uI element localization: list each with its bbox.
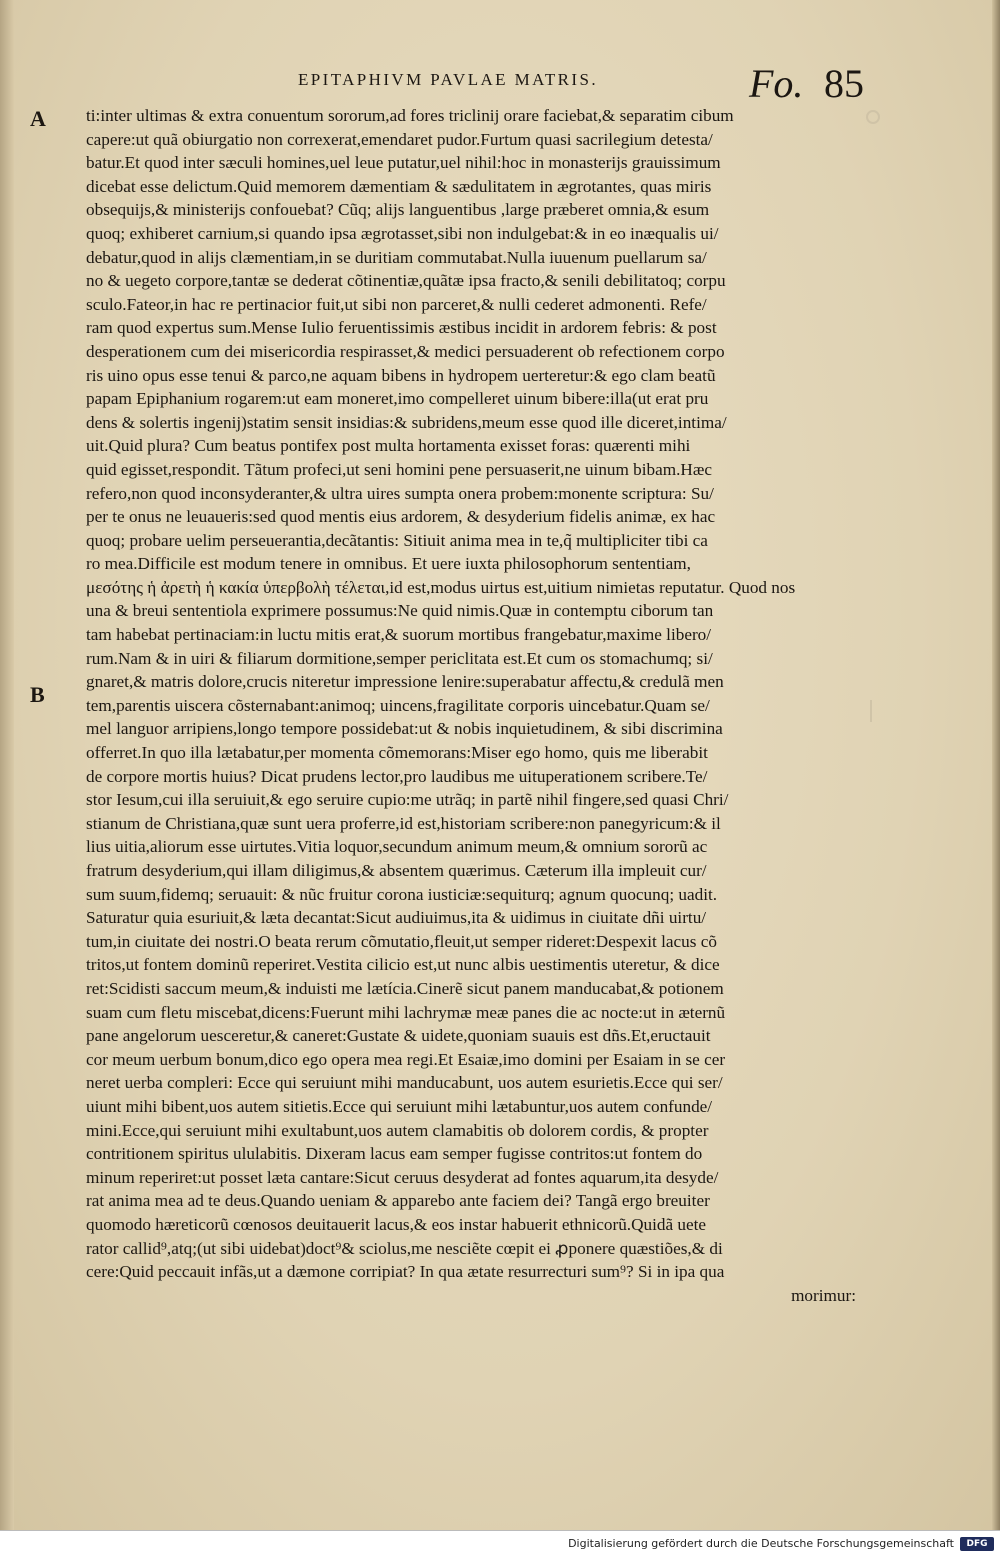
text-line: papam Epiphanium rogarem:ut eam moneret,imo compelleret uinum bibere:illa(ut erat pru xyxy=(86,389,709,409)
text-line: tritos,ut fontem dominũ reperiret.Vestita cilicio est,ut nunc albis uestimentis uteretur, & dice xyxy=(86,955,720,975)
text-line: neret uerba compleri: Ecce qui seruiunt mihi manducabunt, uos autem esurietis.Ecce qui ser/ xyxy=(86,1073,723,1093)
text-line: offerret.In quo illa lætabatur,per momenta cõmemorans:Miser ego homo, quis me liberabit xyxy=(86,743,708,763)
text-line: quoq; probare uelim perseuerantia,decãtantis: Sitiuit anima mea in te,q̃ multipliciter tibi ca xyxy=(86,530,708,550)
text-line: tum,in ciuitate dei nostri.O beata rerum cõmutatio,fleuit,ut semper rideret:Despexit lacus cõ xyxy=(86,931,717,951)
text-line: quomodo hæreticorũ cœnosos deuitauerit lacus,& eos instar habuerit ethnicorũ.Quidã uete xyxy=(86,1214,707,1234)
text-line: una & breui sententiola exprimere possumus:Ne quid nimis.Quæ in contemptu ciborum tan xyxy=(86,601,714,621)
text-line: quoq; exhiberet carnium,si quando ipsa ægrotasset,sibi non indulgebat:& in eo inæqualis ui/ xyxy=(86,223,719,243)
funding-credit: Digitalisierung gefördert durch die Deutsche Forschungsgemeinschaft xyxy=(568,1537,954,1550)
text-line: sculo.Fateor,in hac re pertinacior fuit,ut sibi non parceret,& nulli cederet admonenti. Refe/ xyxy=(86,294,707,314)
text-line: per te onus ne leuaueris:sed quod mentis eius ardorem, & desyderium fidelis animæ, ex hac xyxy=(86,507,716,527)
digitization-footer xyxy=(0,1530,1000,1558)
text-line: sum suum,fidemq; seruauit: & nũc fruitur corona iusticiæ:sequiturq; agnum quocunq; uadit. xyxy=(86,884,718,904)
margin-ring-mark xyxy=(866,110,880,124)
text-line: capere:ut quã obiurgatio non correxerat,emendaret pudor.Furtum quasi sacrilegium detesta/ xyxy=(86,129,713,149)
text-line: uit.Quid plura? Cum beatus pontifex post multa hortamenta exisset foras: quærenti mihi xyxy=(86,436,691,456)
text-line: ram quod expertus sum.Mense Iulio feruentissimis æstibus incidit in ardorem febris: & post xyxy=(86,318,717,338)
text-line: pane angelorum uesceretur,& caneret:Gustate & uidete,quoniam suauis est dñs.Et,eructauit xyxy=(86,1026,711,1046)
margin-letter-b: B xyxy=(30,682,45,707)
text-line: ti:inter ultimas & extra conuentum sororum,ad fores triclinij orare faciebat,& separatim cibum xyxy=(86,106,734,125)
text-line: suam cum fletu miscebat,dicens:Fuerunt mihi lachrymæ meæ panes die ac nocte:ut in æternũ xyxy=(86,1002,726,1022)
text-line: contritionem spiritus ululabitis. Dixeram lacus eam semper fugisse contritos:ut fontem do xyxy=(86,1144,703,1164)
dfg-logo: DFG xyxy=(960,1537,994,1551)
text-line: rat anima mea ad te deus.Quando ueniam & apparebo ante faciem dei? Tangã ergo breuiter xyxy=(86,1191,710,1211)
text-line: cere:Quid peccauit infãs,ut a dæmone corripiat? In qua ætate resurrecturi sum⁹? Si in ipa qua xyxy=(86,1262,725,1282)
folio-number: 85 xyxy=(824,61,864,106)
text-line: fratrum desyderium,qui illam diligimus,& absentem quærimus. Cæterum illa impleuit cur/ xyxy=(86,861,707,880)
body-text xyxy=(86,104,856,1307)
text-line: mini.Ecce,qui seruiunt mihi exultabunt,uos autem clamabitis ob dolorem cordis, & propter xyxy=(86,1120,709,1140)
running-title: EPITAPHIVM PAVLAE MATRIS. xyxy=(298,70,598,89)
greek-text-line: μεσότης ἡ ἀρετὴ ἡ κακία ὑπερβολὴ τέλεται,id est,modus uirtus est,uitium nimietas reputatur. Quod nos xyxy=(86,577,796,597)
text-line: ris uino opus esse tenui & parco,ne aquam bibens in hydropem uerteretur:& ego clam beatũ xyxy=(86,365,716,385)
text-line: rum.Nam & in uiri & filiarum dormitione,semper periclitata est.Et cum os stomachumq; si/ xyxy=(86,648,713,668)
text-line: lius uitia,aliorum esse uirtutes.Vitia loquor,secundum animum meum,& omnium sororũ ac xyxy=(86,837,708,857)
text-line: cor meum uerbum bonum,dico ego opera mea regi.Et Esaiæ,imo domini per Esaiam in se cer xyxy=(86,1049,726,1069)
text-line: de corpore mortis huius? Dicat prudens lector,pro laudibus me uituperationem scribere.Te/ xyxy=(86,766,708,786)
text-line: Saturatur quia esuriuit,& læta decantat:Sicut audiuimus,ita & uidimus in ciuitate dñi uirtu/ xyxy=(86,908,707,928)
text-line: tem,parentis uiscera cõsternabant:animoq; uincens,fragilitate corporis uincebatur.Quam se/ xyxy=(86,695,710,715)
text-line: quid egisset,respondit. Tãtum profeci,ut seni homini pene persuaserit,ne uinum bibam.Hæc xyxy=(86,459,712,479)
text-line: dicebat esse delictum.Quid memorem dæmentiam & sædulitatem in ægrotantes, quas miris xyxy=(86,176,712,196)
text-line: no & uegeto corpore,tantæ se dederat cõtinentiæ,quãtæ ipsa fracto,& senili debilitatoq; corpu xyxy=(86,271,726,291)
margin-letter-a: A xyxy=(30,106,46,131)
text-line: mel languor arripiens,longo tempore possidebat:ut & nobis inquietudinem, & sibi discrimina xyxy=(86,719,723,739)
text-line: stianum de Christiana,quæ sunt uera proferre,id est,historiam scribere:non panegyricum:& il xyxy=(86,813,721,833)
text-line: uiunt mihi bibent,uos autem sitietis.Ecce qui seruiunt mihi lætabuntur,uos autem confunde/ xyxy=(86,1096,713,1116)
text-line: debatur,quod in alijs clæmentiam,in se duritiam commutabat.Nulla iuuenum puellarum sa/ xyxy=(86,247,707,267)
text-line: ret:Scidisti saccum meum,& induisti me lætícia.Cinerẽ sicut panem manducabat,& potionem xyxy=(86,978,724,998)
text-line: tam habebat pertinaciam:in luctu mitis erat,& suorum mortibus frangebatur,maxime libero/ xyxy=(86,625,712,645)
text-line: ro mea.Difficile est modum tenere in omnibus. Et uere iuxta philosophorum sententiam, xyxy=(86,554,691,574)
text-line: rator callid⁹,atq;(ut sibi uidebat)doct⁹& sciolus,me nesciẽte cœpit ei ꝓponere quæstiões,& di xyxy=(86,1238,723,1258)
text-line: batur.Et quod inter sæculi homines,uel leue putatur,uel nihil:hoc in monasterijs grauissimum xyxy=(86,153,721,173)
text-line: obsequijs,& ministerijs confouebat? Cũq; alijs languentibus ,large præberet omnia,& esum xyxy=(86,200,710,220)
text-line: minum reperiret:ut posset læta cantare:Sicut ceruus desyderat ad fontes aquarum,ita desyde/ xyxy=(86,1167,719,1187)
book-page xyxy=(14,0,992,1530)
text-line: dens & solertis ingenij)statim sensit insidias:& subridens,meum esse quod ille diceret,intima/ xyxy=(86,412,727,432)
book-spine-edge xyxy=(0,0,14,1530)
text-line: stor Iesum,cui illa seruiuit,& ego seruire cupio:me utrãq; in partẽ nihil fingere,sed quasi Chri/ xyxy=(86,790,729,810)
text-line: refero,non quod inconsyderanter,& ultra uires sumpta onera probem:monente scriptura: Su/ xyxy=(86,483,714,503)
page-edge xyxy=(992,0,1000,1530)
text-line: gnaret,& matris dolore,crucis niteretur impressione lenire:superabatur affectu,& credulã men xyxy=(86,672,724,692)
folio-label: Fo. xyxy=(749,61,804,106)
margin-bracket-mark xyxy=(870,700,884,722)
catchword: morimur: xyxy=(791,1285,856,1305)
text-line: desperationem cum dei misericordia respirasset,& medici persuaderent ob refectionem corpo xyxy=(86,341,725,361)
